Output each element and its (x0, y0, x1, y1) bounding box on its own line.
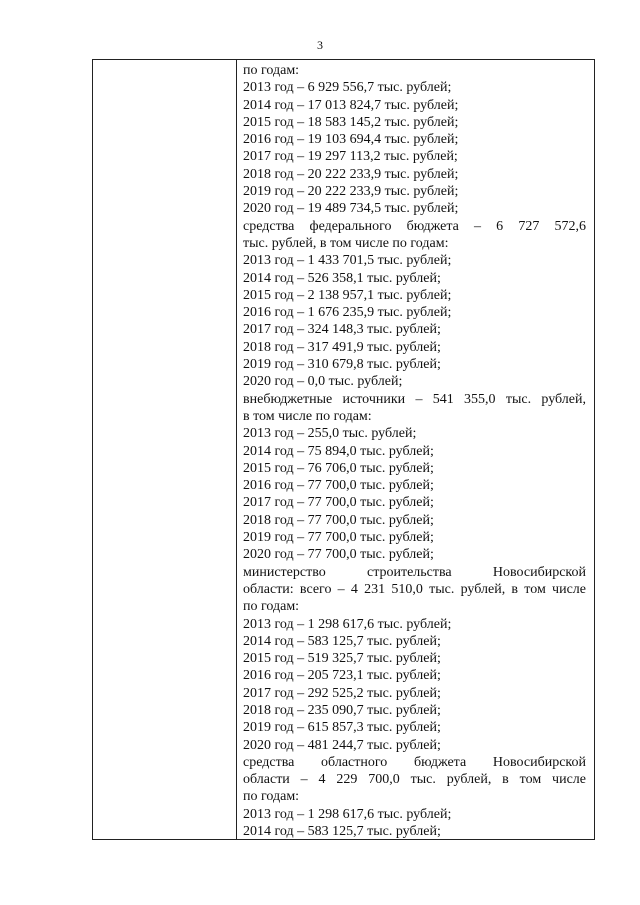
funding-text-line: 2013 год – 1 298 617,6 тыс. рублей; (243, 616, 452, 632)
funding-text-line: 2020 год – 481 244,7 тыс. рублей; (243, 737, 441, 753)
funding-text-line: в том числе по годам: (243, 408, 372, 424)
funding-text-line: 2019 год – 615 857,3 тыс. рублей; (243, 720, 441, 736)
funding-text-line: 2017 год – 324 148,3 тыс. рублей; (243, 322, 441, 338)
funding-text-line: 2017 год – 77 700,0 тыс. рублей; (243, 495, 434, 511)
funding-text-line: 2018 год – 317 491,9 тыс. рублей; (243, 339, 441, 355)
funding-text-line: 2016 год – 19 103 694,4 тыс. рублей; (243, 132, 459, 148)
funding-text-line: 2018 год – 235 090,7 тыс. рублей; (243, 702, 441, 718)
funding-text-line: 2015 год – 519 325,7 тыс. рублей; (243, 651, 441, 667)
table-right-cell (237, 60, 594, 839)
funding-text-line: 2020 год – 0,0 тыс. рублей; (243, 374, 403, 390)
funding-text-line: 2019 год – 310 679,8 тыс. рублей; (243, 357, 441, 373)
funding-text-line: области – 4 229 700,0 тыс. рублей, в том числе (243, 772, 586, 788)
funding-text-line: 2018 год – 20 222 233,9 тыс. рублей; (243, 166, 459, 182)
funding-text-line: средства областного бюджета Новосибирской (243, 754, 586, 770)
funding-text-line: области: всего – 4 231 510,0 тыс. рублей, в том числе (243, 581, 586, 597)
funding-text-line: 2013 год – 1 298 617,6 тыс. рублей; (243, 806, 452, 822)
funding-text-line: 2013 год – 255,0 тыс. рублей; (243, 426, 417, 442)
funding-text-line: 2017 год – 292 525,2 тыс. рублей; (243, 685, 441, 701)
funding-text-line: 2015 год – 76 706,0 тыс. рублей; (243, 460, 434, 476)
funding-text-line: 2016 год – 1 676 235,9 тыс. рублей; (243, 305, 452, 321)
page-number: 3 (317, 38, 323, 52)
funding-text-line: 2019 год – 20 222 233,9 тыс. рублей; (243, 184, 459, 200)
funding-text-line: средства федерального бюджета – 6 727 572,6 (243, 218, 586, 234)
table-left-cell (93, 60, 237, 839)
funding-text-line: 2016 год – 77 700,0 тыс. рублей; (243, 478, 434, 494)
funding-text-line: 2017 год – 19 297 113,2 тыс. рублей; (243, 149, 458, 165)
funding-text-line: 2014 год – 526 358,1 тыс. рублей; (243, 270, 441, 286)
funding-text-line: тыс. рублей, в том числе по годам: (243, 235, 449, 251)
funding-text-line: 2014 год – 75 894,0 тыс. рублей; (243, 443, 434, 459)
funding-text-line: по годам: (243, 599, 300, 615)
funding-text-line: 2013 год – 6 929 556,7 тыс. рублей; (243, 80, 452, 96)
funding-text-line: по годам: (243, 789, 300, 805)
funding-text-line: 2015 год – 2 138 957,1 тыс. рублей; (243, 287, 452, 303)
funding-text-line: 2016 год – 205 723,1 тыс. рублей; (243, 668, 441, 684)
funding-text-line: 2014 год – 17 013 824,7 тыс. рублей; (243, 97, 459, 113)
funding-text-line: 2020 год – 77 700,0 тыс. рублей; (243, 547, 434, 563)
funding-text-line: 2018 год – 77 700,0 тыс. рублей; (243, 512, 434, 528)
funding-text-line: внебюджетные источники – 541 355,0 тыс. рублей, (243, 391, 586, 407)
funding-text-line: 2014 год – 583 125,7 тыс. рублей; (243, 633, 441, 649)
funding-text-line: 2020 год – 19 489 734,5 тыс. рублей; (243, 201, 459, 217)
funding-text-line: 2019 год – 77 700,0 тыс. рублей; (243, 530, 434, 546)
funding-text-line: 2014 год – 583 125,7 тыс. рублей; (243, 824, 441, 840)
program-funding-table (92, 59, 595, 840)
funding-text-line: по годам: (243, 63, 300, 78)
funding-text-line: 2013 год – 1 433 701,5 тыс. рублей; (243, 253, 452, 269)
funding-text-line: министерство строительства Новосибирской (243, 564, 586, 580)
funding-text-line: 2015 год – 18 583 145,2 тыс. рублей; (243, 114, 459, 130)
